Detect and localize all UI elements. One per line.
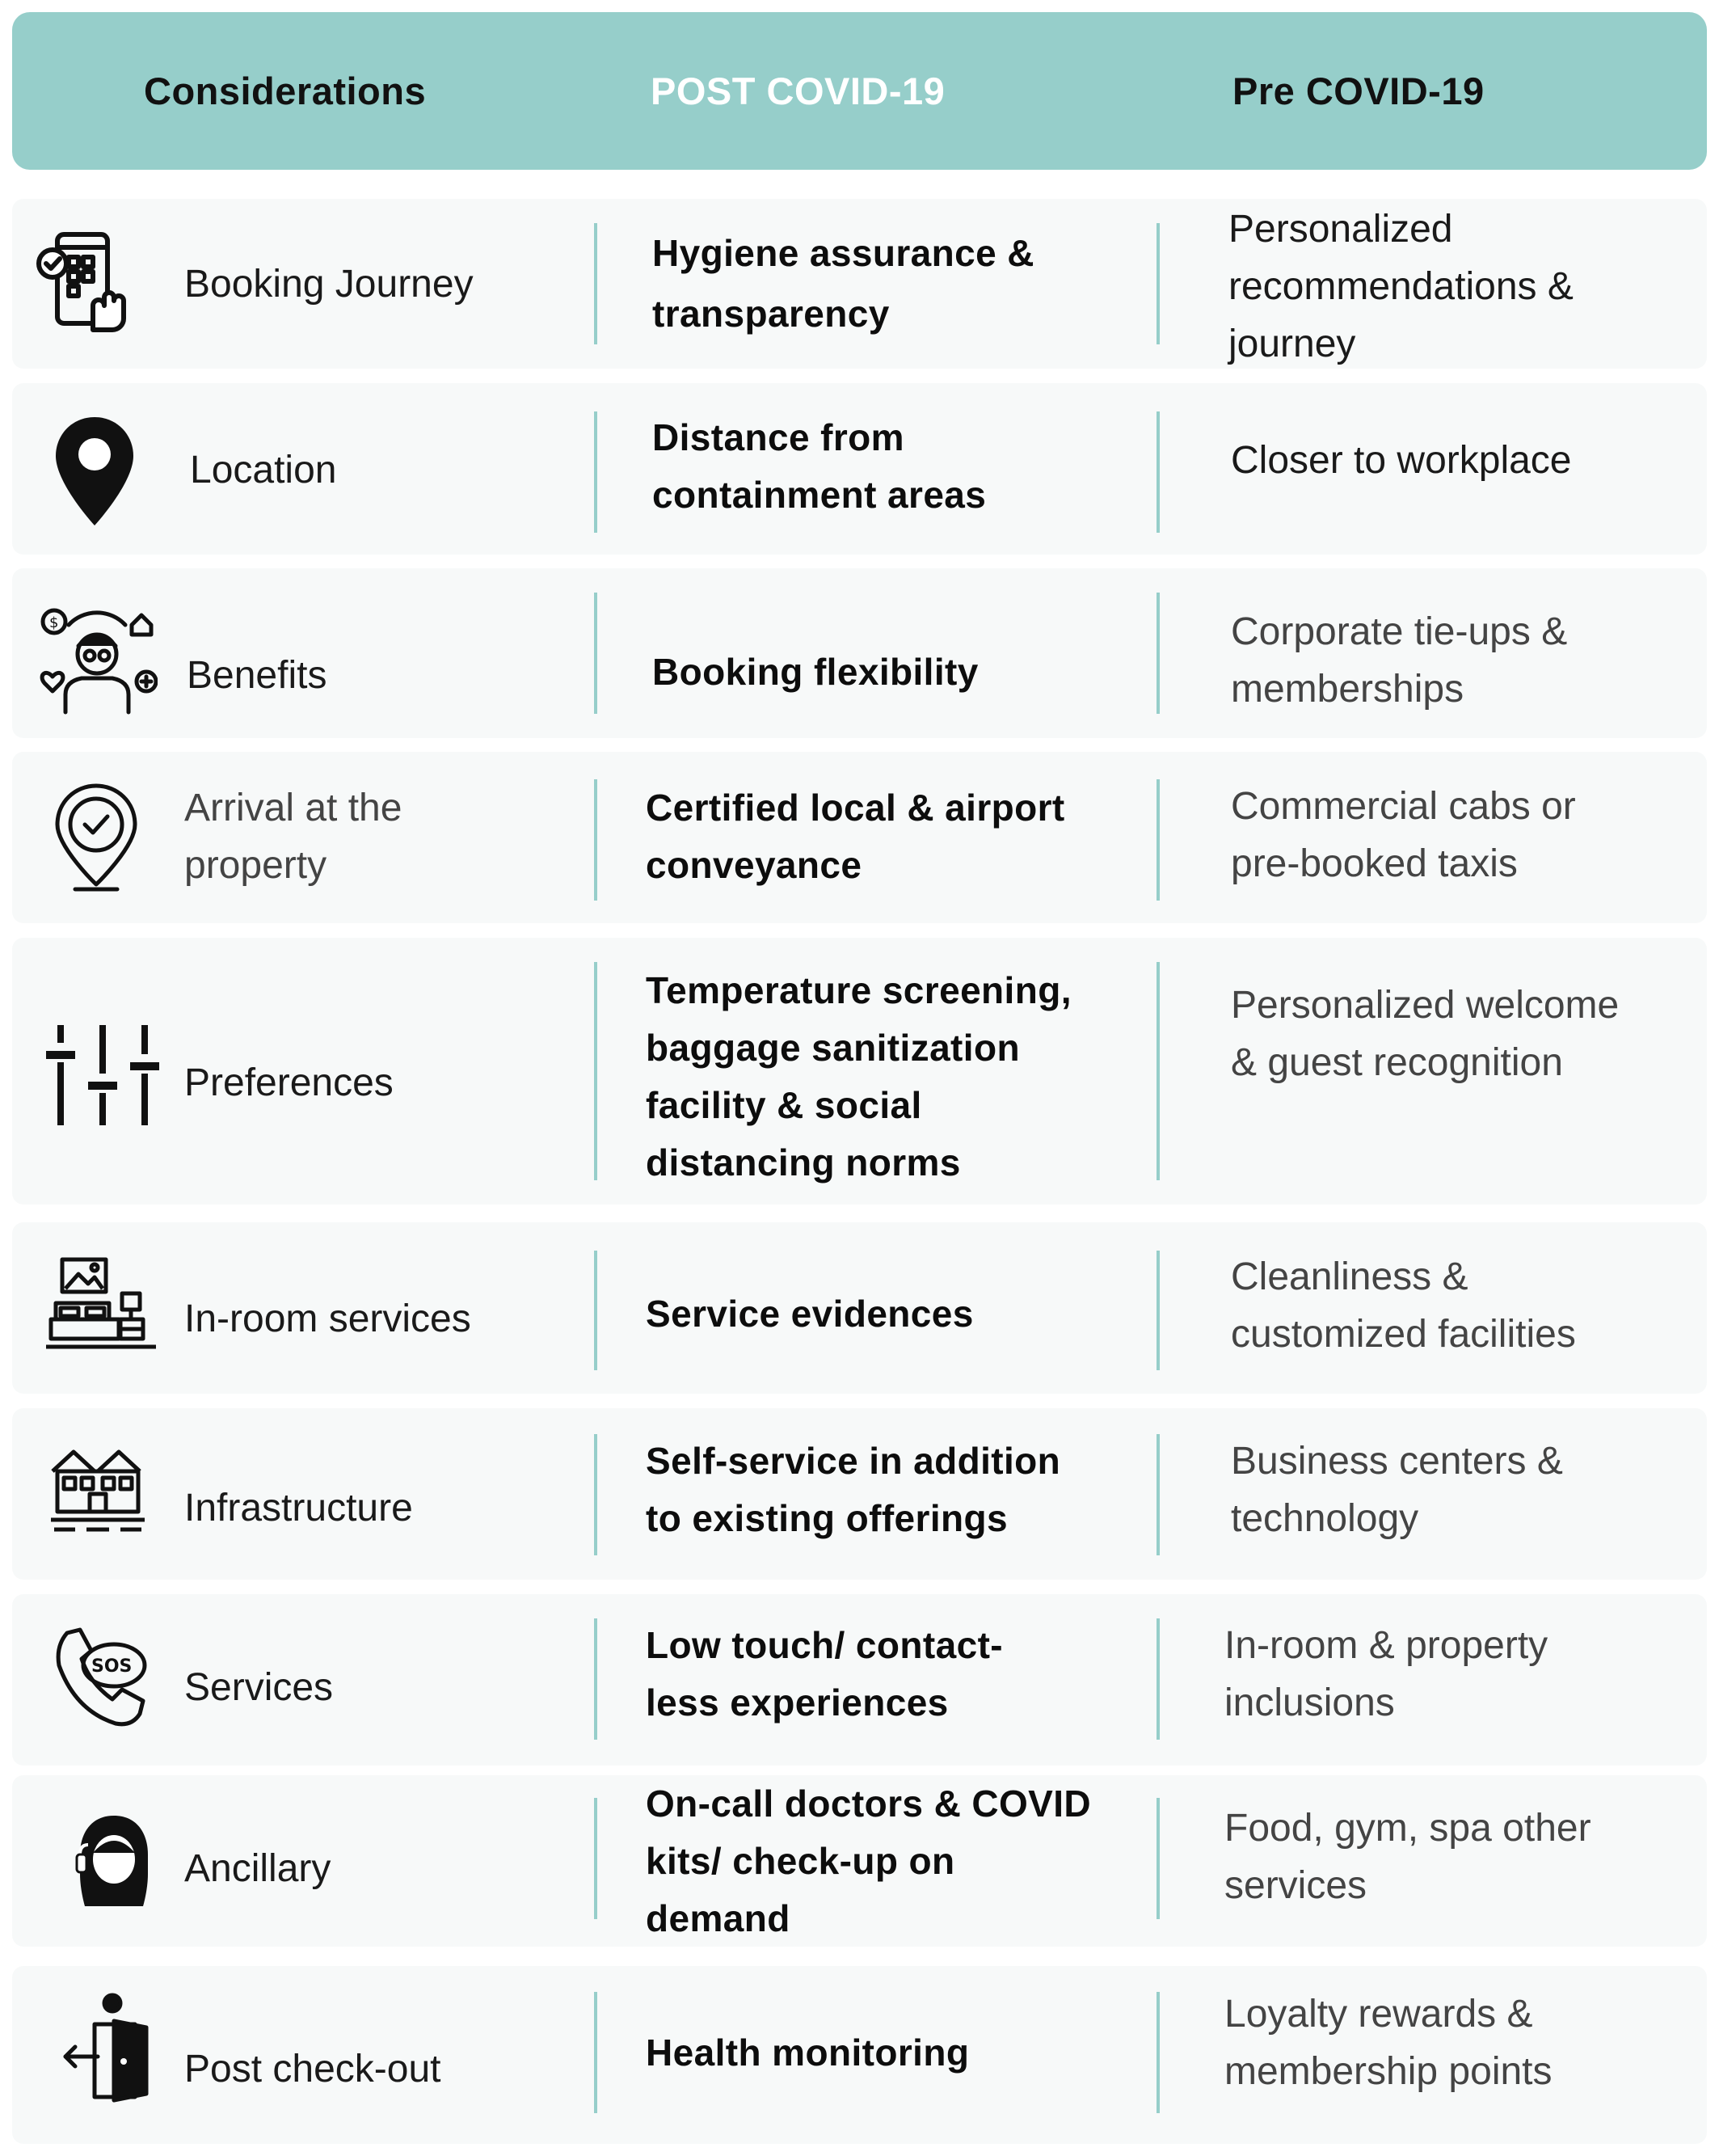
svg-text:$: $ xyxy=(49,614,59,631)
consideration-label: Benefits xyxy=(187,654,327,697)
location-check-icon xyxy=(51,781,141,894)
mobile-booking-icon xyxy=(36,231,133,336)
column-divider xyxy=(1157,1618,1160,1740)
table-header xyxy=(12,12,1707,170)
header-pre-covid: Pre COVID-19 xyxy=(1232,70,1485,112)
pre-covid-text: Business centers & technology xyxy=(1231,1440,1563,1540)
consideration-label: Booking Journey xyxy=(184,263,474,306)
location-pin-icon xyxy=(53,414,137,529)
consideration-label: In-room services xyxy=(184,1297,471,1340)
column-divider xyxy=(594,1251,597,1370)
column-divider xyxy=(594,411,597,533)
column-divider xyxy=(1157,593,1160,714)
column-divider xyxy=(594,962,597,1180)
column-divider xyxy=(1157,1434,1160,1555)
post-covid-text: Service evidences xyxy=(646,1293,974,1335)
table-row xyxy=(12,1408,1707,1580)
bedroom-icon xyxy=(44,1256,158,1353)
post-covid-text: Distance from containment areas xyxy=(652,416,987,516)
consideration-label: Ancillary xyxy=(184,1847,331,1890)
header-considerations: Considerations xyxy=(144,70,427,112)
post-covid-text: Health monitoring xyxy=(646,2032,970,2074)
post-covid-text: On-call doctors & COVID kits/ check-up on demand xyxy=(646,1783,1092,1939)
person-benefits-icon xyxy=(36,607,158,716)
table-row xyxy=(12,383,1707,555)
consideration-label: Location xyxy=(190,449,337,492)
post-covid-text: Temperature screening, baggage sanitization facility & social distancing norms xyxy=(646,969,1072,1183)
column-divider xyxy=(1157,1992,1160,2113)
column-divider xyxy=(594,593,597,714)
table-row xyxy=(12,1594,1707,1766)
consideration-label: Infrastructure xyxy=(184,1487,413,1529)
exit-door-icon xyxy=(62,1992,151,2105)
column-divider xyxy=(594,1798,597,1919)
pre-covid-text: Loyalty rewards & membership points xyxy=(1224,1993,1553,2093)
post-covid-text: Low touch/ contact-less experiences xyxy=(646,1624,1004,1724)
consideration-label: Arrival at the property xyxy=(184,787,402,887)
buildings-icon xyxy=(49,1447,146,1536)
pre-covid-text: Food, gym, spa other services xyxy=(1224,1807,1591,1907)
svg-text:SOS: SOS xyxy=(91,1656,133,1677)
pre-covid-text: Corporate tie-ups & memberships xyxy=(1231,610,1568,711)
pre-covid-text: Closer to workplace xyxy=(1231,439,1572,482)
post-covid-text: Certified local & airport conveyance xyxy=(646,787,1065,886)
post-covid-text: Hygiene assurance & transparency xyxy=(652,232,1034,335)
column-divider xyxy=(1157,779,1160,901)
consideration-label: Post check-out xyxy=(184,2048,441,2091)
sos-phone-icon xyxy=(51,1626,161,1732)
table-row xyxy=(12,199,1707,369)
table-row xyxy=(12,1775,1707,1947)
post-covid-text: Booking flexibility xyxy=(652,651,979,693)
column-divider xyxy=(594,1992,597,2113)
table-row xyxy=(12,568,1707,738)
table-row xyxy=(12,752,1707,923)
column-divider xyxy=(594,1434,597,1555)
column-divider xyxy=(594,1618,597,1740)
pre-covid-text: In-room & property inclusions xyxy=(1224,1624,1548,1724)
sliders-icon xyxy=(43,1023,164,1129)
pre-covid-text: Cleanliness & customized facilities xyxy=(1231,1255,1576,1356)
header-post-covid: POST COVID-19 xyxy=(651,70,946,112)
column-divider xyxy=(1157,1798,1160,1919)
column-divider xyxy=(594,223,597,344)
call-support-icon xyxy=(65,1812,162,1909)
table-row xyxy=(12,938,1707,1205)
column-divider xyxy=(1157,223,1160,344)
table-row xyxy=(12,1966,1707,2144)
post-covid-text: Self-service in addition to existing offerings xyxy=(646,1440,1061,1539)
pre-covid-text: Personalized welcome & guest recognition xyxy=(1231,984,1620,1084)
pre-covid-text: Personalized recommendations & journey xyxy=(1228,208,1574,365)
consideration-label: Preferences xyxy=(184,1061,394,1104)
column-divider xyxy=(1157,1251,1160,1370)
pre-covid-text: Commercial cabs or pre-booked taxis xyxy=(1231,785,1576,885)
table-row xyxy=(12,1222,1707,1394)
consideration-label: Services xyxy=(184,1666,334,1709)
column-divider xyxy=(1157,411,1160,533)
column-divider xyxy=(1157,962,1160,1180)
column-divider xyxy=(594,779,597,901)
